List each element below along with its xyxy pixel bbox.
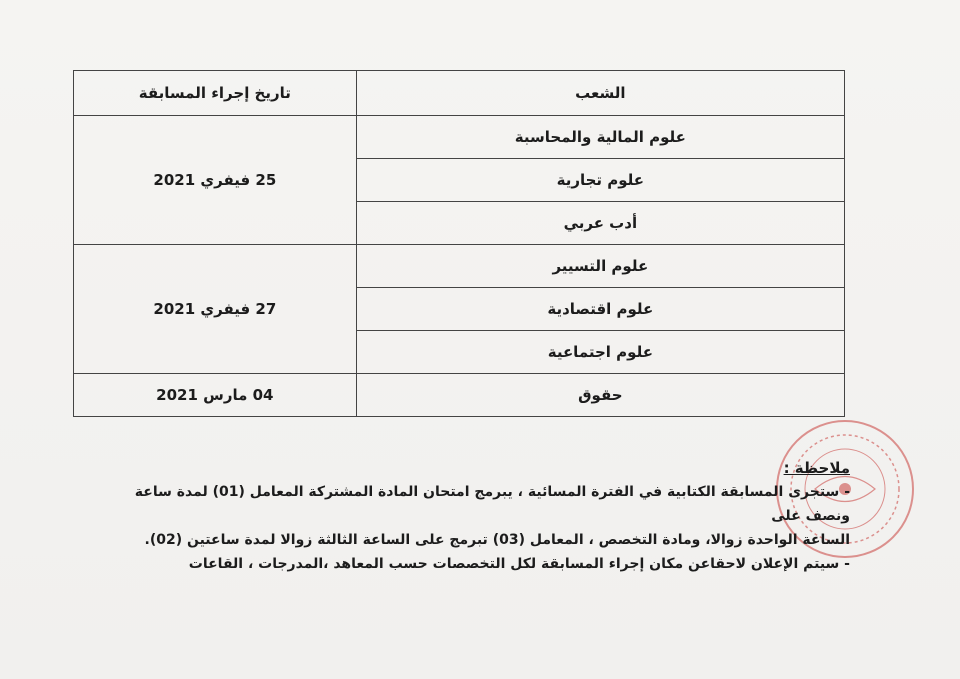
notes-line: - ستجرى المسابقة الكتابية في الفترة المسائية ، يبرمج امتحان المادة المشتركة المعامل (01) لمدة ساعة ونصف على xyxy=(134,484,850,524)
branch-cell: علوم المالية والمحاسبة xyxy=(356,116,844,159)
branch-cell: علوم اقتصادية xyxy=(356,288,844,331)
branch-cell: علوم اجتماعية xyxy=(356,331,844,374)
table-header-row xyxy=(74,71,845,116)
header-date: تاريخ إجراء المسابقة xyxy=(74,71,357,116)
branch-cell: أدب عربي xyxy=(356,202,844,245)
date-cell: 25 فيفري 2021 xyxy=(74,116,357,245)
notes-line: - سيتم الإعلان لاحقاعن مكان إجراء المسابقة لكل التخصصات حسب المعاهد ،المدرجات ، القاعات xyxy=(188,556,850,572)
table-row xyxy=(74,116,845,159)
table-row xyxy=(74,245,845,288)
header-branches: الشعب xyxy=(356,71,844,116)
branch-cell: حقوق xyxy=(356,374,844,417)
branch-cell: علوم التسيير xyxy=(356,245,844,288)
competition-schedule-table xyxy=(73,70,845,417)
date-cell: 04 مارس 2021 xyxy=(74,374,357,417)
table-row xyxy=(74,374,845,417)
branch-cell: علوم تجارية xyxy=(356,159,844,202)
notes-section xyxy=(90,456,850,576)
date-cell: 27 فيفري 2021 xyxy=(74,245,357,374)
notes-line: الساعة الواحدة زوالا، ومادة التخصص ، المعامل (03) تبرمج على الساعة الثالثة زوالا لمدة ساعتين (02). xyxy=(144,532,850,548)
notes-title: ملاحظة : xyxy=(783,459,850,477)
